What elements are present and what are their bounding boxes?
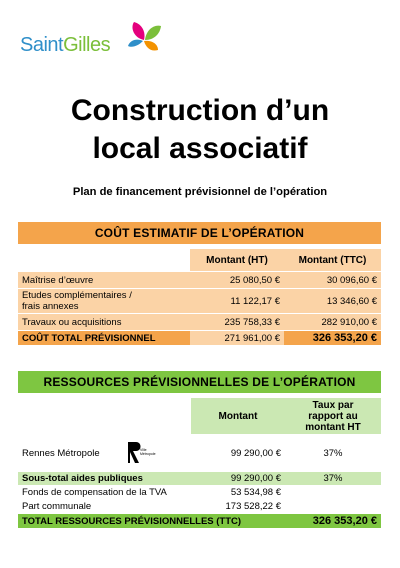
- row-label: Rennes Métropole Ville Métropole: [18, 435, 191, 471]
- rennes-r-icon: [124, 439, 156, 465]
- table-row: [18, 435, 381, 471]
- table-row: [18, 272, 381, 288]
- title-line-2: local associatif: [92, 132, 308, 165]
- row-ht: 25 080,50 €: [190, 272, 284, 288]
- row-rate: [285, 486, 381, 499]
- row-label: Etudes complémentaires / frais annexes: [18, 289, 190, 313]
- logo-wordmark: SaintGilles: [20, 34, 111, 56]
- leaves-logo-icon: [124, 18, 164, 58]
- subtotal-row: [18, 472, 381, 485]
- empty-header-cell: [18, 398, 191, 434]
- rennes-metropole-logo: [124, 439, 156, 468]
- table-row: [18, 314, 381, 330]
- resources-table: [18, 397, 381, 529]
- total-ht: 271 961,00 €: [190, 331, 284, 345]
- resources-header-row: [18, 398, 381, 434]
- row-label: Fonds de compensation de la TVA: [22, 487, 167, 498]
- total-label: COÛT TOTAL PRÉVISIONNEL: [18, 331, 190, 345]
- row-ttc: 282 910,00 €: [284, 314, 381, 330]
- resources-total-row: [18, 514, 381, 528]
- cost-table: [18, 248, 381, 346]
- page-subtitle: Plan de financement prévisionnel de l’opération: [72, 186, 328, 198]
- row-label: Maîtrise d’œuvre: [18, 272, 190, 288]
- table-row: [18, 486, 381, 499]
- total-label: TOTAL RESSOURCES PRÉVISIONNELLES (TTC): [18, 514, 285, 528]
- empty-header-cell: [18, 249, 190, 271]
- total-amount: 326 353,20 €: [285, 514, 381, 528]
- subtotal-label: Sous-total aides publiques: [18, 472, 191, 485]
- page-title: [0, 92, 400, 168]
- row-label: Travaux ou acquisitions: [18, 314, 190, 330]
- col-header-ttc: Montant (TTC): [284, 249, 381, 271]
- cost-header-row: [18, 249, 381, 271]
- row-ttc: 13 346,60 €: [284, 289, 381, 313]
- row-ht: 11 122,17 €: [190, 289, 284, 313]
- subtotal-amount: 99 290,00 €: [191, 472, 285, 485]
- cost-total-row: [18, 331, 381, 345]
- row-rate: 37%: [323, 447, 343, 459]
- col-header-rate: Taux par rapport au montant HT: [285, 398, 381, 434]
- row-ht: 235 758,33 €: [190, 314, 284, 330]
- svg-text:Métropole: Métropole: [140, 451, 156, 456]
- subtotal-rate: 37%: [285, 472, 381, 485]
- title-line-1: Construction d’un: [70, 94, 330, 127]
- row-rate: [285, 500, 381, 513]
- table-row: [18, 500, 381, 513]
- table-row: [18, 289, 381, 313]
- row-amount: 173 528,22 €: [225, 501, 281, 512]
- resources-section-header: RESSOURCES PRÉVISIONNELLES DE L’OPÉRATION: [18, 371, 381, 393]
- row-ttc: 30 096,60 €: [284, 272, 381, 288]
- row-amount: 53 534,98 €: [230, 487, 281, 498]
- col-header-amount: Montant: [191, 398, 285, 434]
- saint-gilles-logo: [20, 18, 160, 60]
- row-label: Part communale: [22, 501, 92, 512]
- total-ttc: 326 353,20 €: [284, 331, 381, 345]
- col-header-ht: Montant (HT): [190, 249, 284, 271]
- svg-text:Ville: Ville: [140, 447, 147, 452]
- row-amount: 99 290,00 €: [230, 447, 281, 459]
- cost-section-header: COÛT ESTIMATIF DE L’OPÉRATION: [18, 222, 381, 244]
